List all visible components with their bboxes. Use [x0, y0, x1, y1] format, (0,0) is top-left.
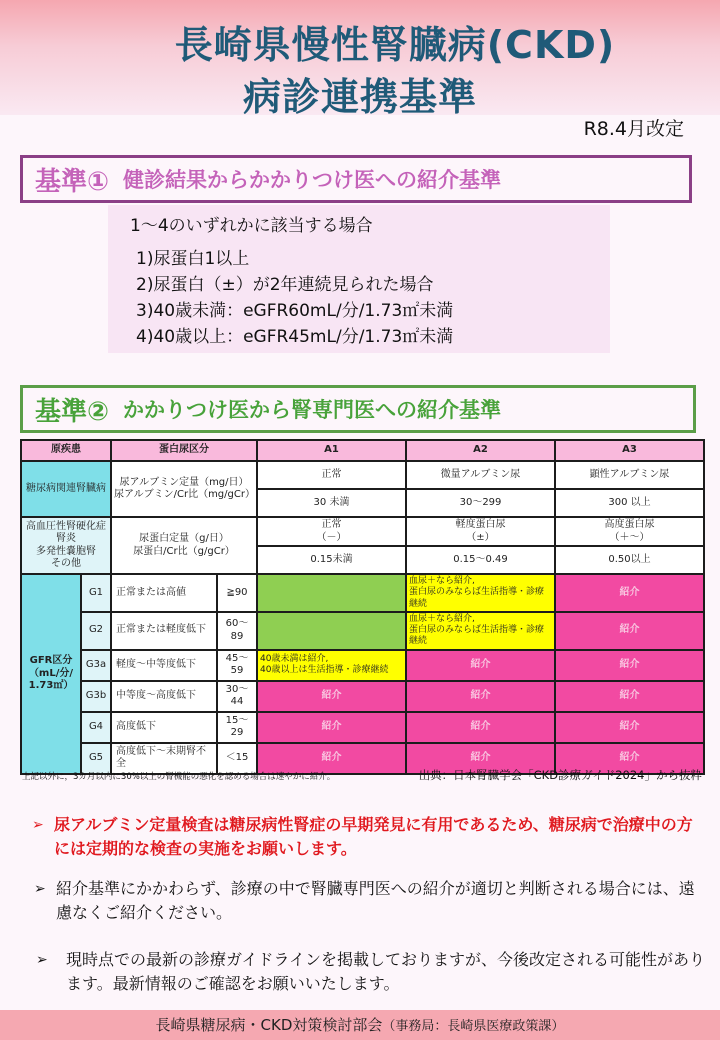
- other-label-a3: 高度蛋白尿 （＋～）: [555, 517, 704, 546]
- notice-bullet: [36, 948, 706, 996]
- diabetes-label-a2: 微量アルブミン尿: [406, 461, 555, 489]
- footer-org: 長崎県糖尿病・CKD対策検討部会: [155, 1016, 383, 1034]
- cell-g1-a3: 紹介: [555, 574, 704, 612]
- measure-protein: 尿蛋白定量（g/日） 尿蛋白/Cr比（g/gCr）: [111, 517, 257, 574]
- other-value-a1: 0.15未満: [257, 546, 406, 574]
- table-row-g2: [21, 612, 704, 650]
- criteria1-item: 3)40歳未満：eGFR60mL/分/1.73㎡未満: [136, 301, 454, 321]
- other-label-a2: 軽度蛋白尿 （±）: [406, 517, 555, 546]
- criteria1-item: 4)40歳以上：eGFR45mL/分/1.73㎡未満: [136, 327, 454, 347]
- page-title-line1: 長崎県慢性腎臓病(CKD): [174, 23, 616, 67]
- cell-g2-a2: 血尿＋なら紹介, 蛋白尿のみならば生活指導・診療継続: [406, 612, 555, 650]
- gfr-range: 60～89: [217, 612, 257, 650]
- cell-g2-a3: 紹介: [555, 612, 704, 650]
- table-footnote: 上記以外に，3カ月以内に30%以上の腎機能の悪化を認める場合は速やかに紹介。: [22, 772, 336, 782]
- other-value-a2: 0.15～0.49: [406, 546, 555, 574]
- table-row-g1: [21, 574, 704, 612]
- gfr-grade: G4: [81, 712, 111, 743]
- criteria1-heading: [20, 155, 692, 203]
- header-a1: A1: [257, 440, 406, 461]
- gfr-desc: 高度低下: [111, 712, 217, 743]
- table-source: 出典：日本腎臓学会「CKD診療ガイド2024」から抜粋: [418, 768, 702, 782]
- cell-g5-a1: 紹介: [257, 743, 406, 774]
- criteria2-title: かかりつけ医から腎専門医への紹介基準: [123, 398, 502, 422]
- notice-bullet: [32, 813, 702, 861]
- criteria1-title: 健診結果からかかりつけ医への紹介基準: [123, 168, 502, 192]
- gfr-grade: G1: [81, 574, 111, 612]
- gfr-grade: G2: [81, 612, 111, 650]
- cell-g3a-a2: 紹介: [406, 650, 555, 681]
- cell-g3a-a3: 紹介: [555, 650, 704, 681]
- header-disease: 原疾患: [21, 440, 111, 461]
- cell-g3b-a1: 紹介: [257, 681, 406, 712]
- arrow-bullet-icon: ➢: [32, 817, 44, 833]
- arrow-bullet-icon: ➢: [36, 952, 48, 968]
- other-label-a1: 正常 （－）: [257, 517, 406, 546]
- revision-date: R8.4月改定: [583, 118, 684, 140]
- gfr-range: 30～44: [217, 681, 257, 712]
- gfr-range: 15～29: [217, 712, 257, 743]
- diabetes-value-a1: 30 未満: [257, 489, 406, 517]
- notice-text: 紹介基準にかかわらず、診療の中で腎臓専門医への紹介が適切と判断される場合には、遠慮なくご紹介ください。: [56, 879, 695, 922]
- cell-g4-a1: 紹介: [257, 712, 406, 743]
- cell-g3b-a2: 紹介: [406, 681, 555, 712]
- diabetes-label-a1: 正常: [257, 461, 406, 489]
- header-proteinuria: 蛋白尿区分: [111, 440, 257, 461]
- ckd-referral-table: [20, 439, 705, 775]
- gfr-desc: 軽度～中等度低下: [111, 650, 217, 681]
- gfr-grade: G5: [81, 743, 111, 774]
- notice-text: 尿アルブミン定量検査は糖尿病性腎症の早期発見に有用であるため、糖尿病で治療中の方には定期的な検査の実施をお願いします。: [54, 815, 693, 858]
- gfr-category-label: GFR区分 （mL/分/ 1.73㎡）: [21, 574, 81, 774]
- table-row-g3b: [21, 681, 704, 712]
- cell-g4-a3: 紹介: [555, 712, 704, 743]
- gfr-grade: G3a: [81, 650, 111, 681]
- disease-other: 高血圧性腎硬化症 腎炎 多発性嚢胞腎 その他: [21, 517, 111, 574]
- other-value-a3: 0.50以上: [555, 546, 704, 574]
- gfr-desc: 正常または軽度低下: [111, 612, 217, 650]
- criteria1-item: 1)尿蛋白1以上: [136, 249, 250, 269]
- cell-g4-a2: 紹介: [406, 712, 555, 743]
- footer-office: （事務局：長崎県医療政策課）: [382, 1019, 565, 1034]
- gfr-desc: 高度低下～末期腎不全: [111, 743, 217, 774]
- gfr-desc: 中等度～高度低下: [111, 681, 217, 712]
- table-row-g4: [21, 712, 704, 743]
- gfr-desc: 正常または高値: [111, 574, 217, 612]
- gfr-range: 45～59: [217, 650, 257, 681]
- header-a3: A3: [555, 440, 704, 461]
- gfr-range: ＜15: [217, 743, 257, 774]
- notice-bullet: [34, 877, 704, 925]
- cell-g1-a1: [257, 574, 406, 612]
- criteria1-item: 2)尿蛋白（±）が2年連続見られた場合: [136, 275, 434, 295]
- cell-g2-a1: [257, 612, 406, 650]
- page-title-line2: 病診連携基準: [242, 75, 477, 119]
- criteria1-lead: 1～4のいずれかに該当する場合: [130, 216, 373, 236]
- header-a2: A2: [406, 440, 555, 461]
- footer: [0, 1010, 720, 1040]
- disease-diabetes: 糖尿病関連腎臓病: [21, 461, 111, 517]
- cell-g5-a2: 紹介: [406, 743, 555, 774]
- diabetes-label-a3: 顕性アルブミン尿: [555, 461, 704, 489]
- measure-albumin: 尿アルブミン定量（mg/日） 尿アルブミン/Cr比（mg/gCr）: [111, 461, 257, 517]
- diabetes-value-a3: 300 以上: [555, 489, 704, 517]
- notice-text: 現時点での最新の診療ガイドラインを掲載しておりますが、今後改定される可能性があります。最新情報のご確認をお願いいたします。: [66, 950, 706, 993]
- criteria2-tag: 基準②: [35, 396, 110, 427]
- cell-g3a-a1: 40歳未満は紹介, 40歳以上は生活指導・診療継続: [257, 650, 406, 681]
- diabetes-value-a2: 30～299: [406, 489, 555, 517]
- gfr-grade: G3b: [81, 681, 111, 712]
- cell-g5-a3: 紹介: [555, 743, 704, 774]
- criteria1-tag: 基準①: [35, 166, 110, 197]
- cell-g1-a2: 血尿＋なら紹介, 蛋白尿のみならば生活指導・診療継続: [406, 574, 555, 612]
- cell-g3b-a3: 紹介: [555, 681, 704, 712]
- gfr-range: ≧90: [217, 574, 257, 612]
- criteria2-heading: [20, 385, 696, 433]
- arrow-bullet-icon: ➢: [34, 881, 46, 897]
- table-row-g3a: [21, 650, 704, 681]
- criteria1-list: [108, 205, 610, 353]
